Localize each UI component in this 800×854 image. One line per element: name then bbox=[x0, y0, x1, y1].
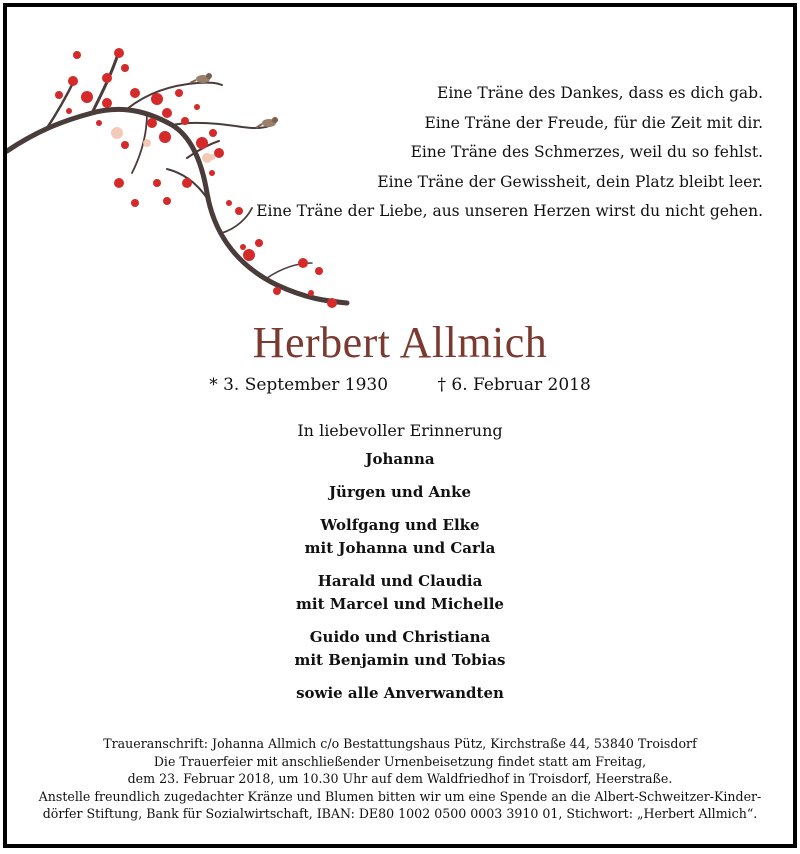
mourner-line: sowie alle Anverwandten bbox=[296, 684, 504, 702]
footer-line: Anstelle freundlich zugedachter Kränze und Blumen bitten wir um eine Spende an die Albert-Schweitzer-Kinder- bbox=[38, 788, 762, 804]
obituary-notice bbox=[3, 3, 797, 848]
memory-line: In liebevoller Erinnerung bbox=[297, 421, 503, 440]
mourner-line: Johanna bbox=[365, 450, 435, 468]
mourner-group bbox=[7, 514, 793, 560]
mourners-list bbox=[7, 448, 793, 715]
life-dates bbox=[7, 375, 793, 395]
poem-line: Eine Träne des Schmerzes, weil du so fehlst. bbox=[410, 143, 763, 161]
poem-line: Eine Träne der Freude, für die Zeit mit dir. bbox=[424, 113, 763, 132]
poem bbox=[256, 79, 763, 227]
mourner-group bbox=[7, 682, 793, 705]
footer-line: dörfer Stiftung, Bank für Sozialwirtschaft, IBAN: DE80 1002 0500 0003 3910 01, Stichwort: „Herbert Allmich“. bbox=[42, 806, 758, 821]
deceased-name: Herbert Allmich bbox=[252, 318, 548, 367]
mourner-group bbox=[7, 481, 793, 504]
mourner-group bbox=[7, 626, 793, 672]
footer-line: Die Trauerfeier mit anschließender Urnenbeisetzung findet statt am Freitag, bbox=[153, 753, 647, 769]
mourner-line: Wolfgang und Elke bbox=[320, 516, 480, 534]
birth-date: * 3. September 1930 bbox=[209, 375, 389, 395]
poem-line: Eine Träne des Dankes, dass es dich gab. bbox=[437, 84, 763, 102]
footer-info bbox=[7, 735, 793, 823]
mourner-line: Jürgen und Anke bbox=[328, 483, 472, 501]
mourner-line: mit Benjamin und Tobias bbox=[294, 651, 506, 669]
mourner-group bbox=[7, 448, 793, 471]
footer-line: dem 23. Februar 2018, um 10.30 Uhr auf dem Waldfriedhof in Troisdorf, Heerstraße. bbox=[127, 771, 673, 786]
mourner-line: mit Johanna und Carla bbox=[304, 539, 496, 557]
footer-line: Traueranschrift: Johanna Allmich c/o Bestattungshaus Pütz, Kirchstraße 44, 53840 Troisdorf bbox=[103, 736, 697, 751]
mourner-group bbox=[7, 570, 793, 616]
mourner-line: Harald und Claudia bbox=[317, 572, 483, 590]
poem-line: Eine Träne der Gewissheit, dein Platz bleibt leer. bbox=[377, 172, 763, 191]
poem-line: Eine Träne der Liebe, aus unseren Herzen wirst du nicht gehen. bbox=[256, 202, 763, 220]
mourner-line: Guido und Christiana bbox=[309, 628, 491, 646]
mourner-line: mit Marcel und Michelle bbox=[296, 595, 504, 613]
death-date: † 6. Februar 2018 bbox=[437, 375, 591, 395]
